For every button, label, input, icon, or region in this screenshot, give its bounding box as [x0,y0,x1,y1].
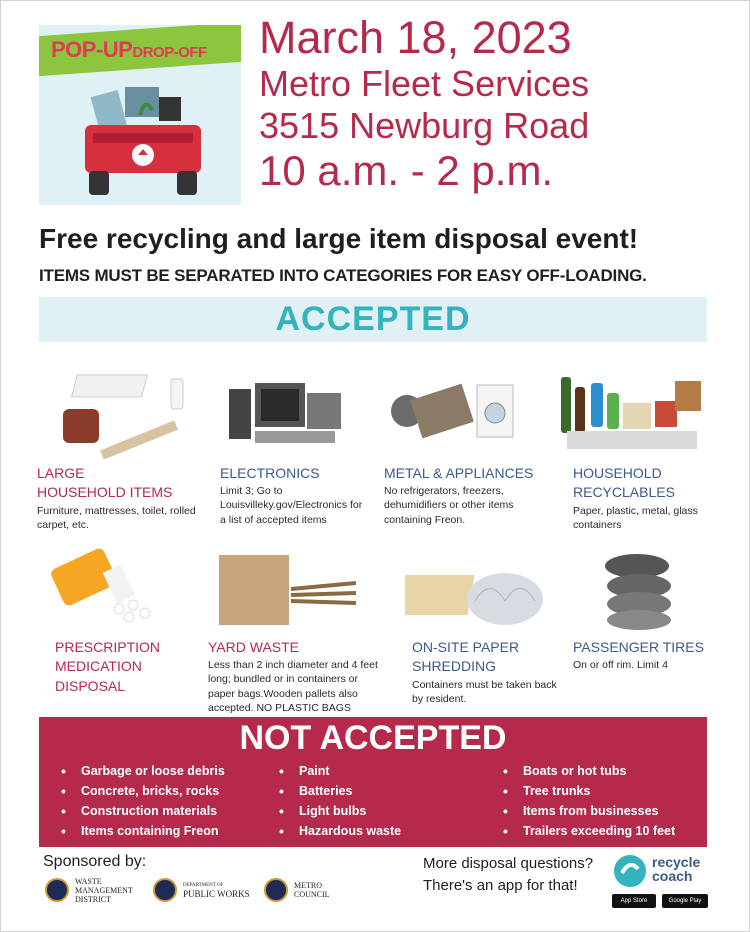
list-item: • Boats or hot tubs [503,761,675,781]
item-description: Paper, plastic, metal, glass containers [573,504,698,531]
list-item: • Concrete, bricks, rocks [61,781,225,801]
item-title: PASSENGER TIRES [573,639,704,655]
item-description: Less than 2 inch diameter and 4 feet long; bundled or in containers or paper bags.Wooden pallets also accepted. NO PLASTIC BAGS [208,659,378,714]
accepted-heading: ACCEPTED [275,300,471,338]
truck-icon [85,85,205,200]
logo-line1: POP-UP [51,37,133,62]
tires-image [599,546,679,630]
item-description: Containers must be taken back by resident. [412,678,557,705]
list-item: • Batteries [279,781,401,801]
sponsor-text: DEPARTMENT OF [183,883,224,888]
public-works-logo [153,877,250,903]
metro-council-logo [264,877,330,903]
item-description: On or off rim. Limit 4 [573,659,668,672]
brand-line1: recycle [652,854,701,870]
prescription-bottle-image [49,547,169,627]
list-item: • Items from businesses [503,801,675,821]
metal-appliances-image [385,377,515,445]
google-play-badge[interactable]: Google Play [662,894,708,908]
sponsor-text: WASTE [75,876,102,886]
not-accepted-heading: NOT ACCEPTED [239,719,507,757]
seal-icon [153,878,177,902]
item-title: METAL & APPLIANCES [384,465,534,481]
list-item: • Items containing Freon [61,821,225,841]
item-description: Furniture, mattresses, toilet, rolled carpet, etc. [37,504,196,531]
seal-icon [264,878,288,902]
logo-title [51,37,207,63]
app-store-badge[interactable]: App Store [612,894,656,908]
list-item: • Trailers exceeding 10 feet [503,821,675,841]
app-question: More disposal questions? [423,855,594,872]
item-title: ON-SITE PAPER [412,639,520,655]
event-address: 3515 Newburg Road [259,105,590,146]
item-title: HOUSEHOLD [573,465,662,481]
accepted-item-yard-waste [208,638,378,715]
accepted-item-electronics [220,464,370,527]
item-title: ELECTRONICS [220,465,320,481]
item-title: DISPOSAL [55,677,126,694]
headline: Free recycling and large item disposal event! [39,223,639,254]
accepted-item-passenger-tires [573,638,708,672]
accepted-item-large-household [37,464,197,532]
waste-management-logo [45,877,133,903]
item-description: Limit 3; Go to Louisvilleky.gov/Electronics for a list of accepted items [220,485,363,526]
list-item: • Garbage or loose debris [61,761,225,781]
item-title: LARGE [37,465,85,481]
sponsor-text: PUBLIC WORKS [183,889,250,899]
sponsor-text: DISTRICT [75,894,111,904]
item-title: YARD WASTE [208,639,300,655]
logo-line2: DROP-OFF [132,44,207,61]
app-promo [423,853,593,897]
sponsor-text: METRO [294,881,322,890]
recycle-coach-logo [612,853,712,923]
event-venue: Metro Fleet Services [259,63,590,104]
item-title: MEDICATION [55,658,142,675]
yard-waste-image [211,549,359,633]
event-time: 10 a.m. - 2 p.m. [259,147,554,194]
recycle-coach-icon [612,853,648,889]
event-header [259,12,590,194]
large-household-items-image [59,369,189,459]
sponsor-text: COUNCIL [294,890,330,899]
list-item: • Tree trunks [503,781,675,801]
item-title: PRESCRIPTION [55,639,161,655]
accepted-item-household-recyclables [573,464,708,532]
item-title: RECYCLABLES [573,484,675,501]
pop-up-drop-off-logo [39,25,241,205]
accepted-item-prescription [55,638,195,696]
app-answer: There's an app for that! [423,877,578,894]
accepted-item-paper-shredding [412,638,562,706]
not-accepted-list-3 [503,761,675,841]
electronics-image [225,375,355,451]
item-title: SHREDDING [412,658,497,675]
sponsored-label: Sponsored by: [43,853,147,870]
item-description: No refrigerators, freezers, dehumidifiers or other items containing Freon. [384,485,514,526]
not-accepted-panel [39,717,707,847]
accepted-item-metal-appliances [384,464,539,527]
list-item: • Construction materials [61,801,225,821]
item-title: HOUSEHOLD ITEMS [37,484,173,501]
list-item: • Light bulbs [279,801,401,821]
household-recyclables-image [557,373,707,453]
brand-line2: coach [652,868,693,884]
list-item: • Paint [279,761,401,781]
list-item: • Hazardous waste [279,821,401,841]
event-date: March 18, 2023 [259,12,572,63]
not-accepted-list-1 [61,761,225,841]
paper-shredding-image [405,561,545,631]
subhead: ITEMS MUST BE SEPARATED INTO CATEGORIES FOR EASY OFF-LOADING. [39,266,647,285]
sponsor-text: MANAGEMENT [75,885,133,895]
seal-icon [45,878,69,902]
not-accepted-list-2 [279,761,401,841]
accepted-banner [39,297,707,342]
